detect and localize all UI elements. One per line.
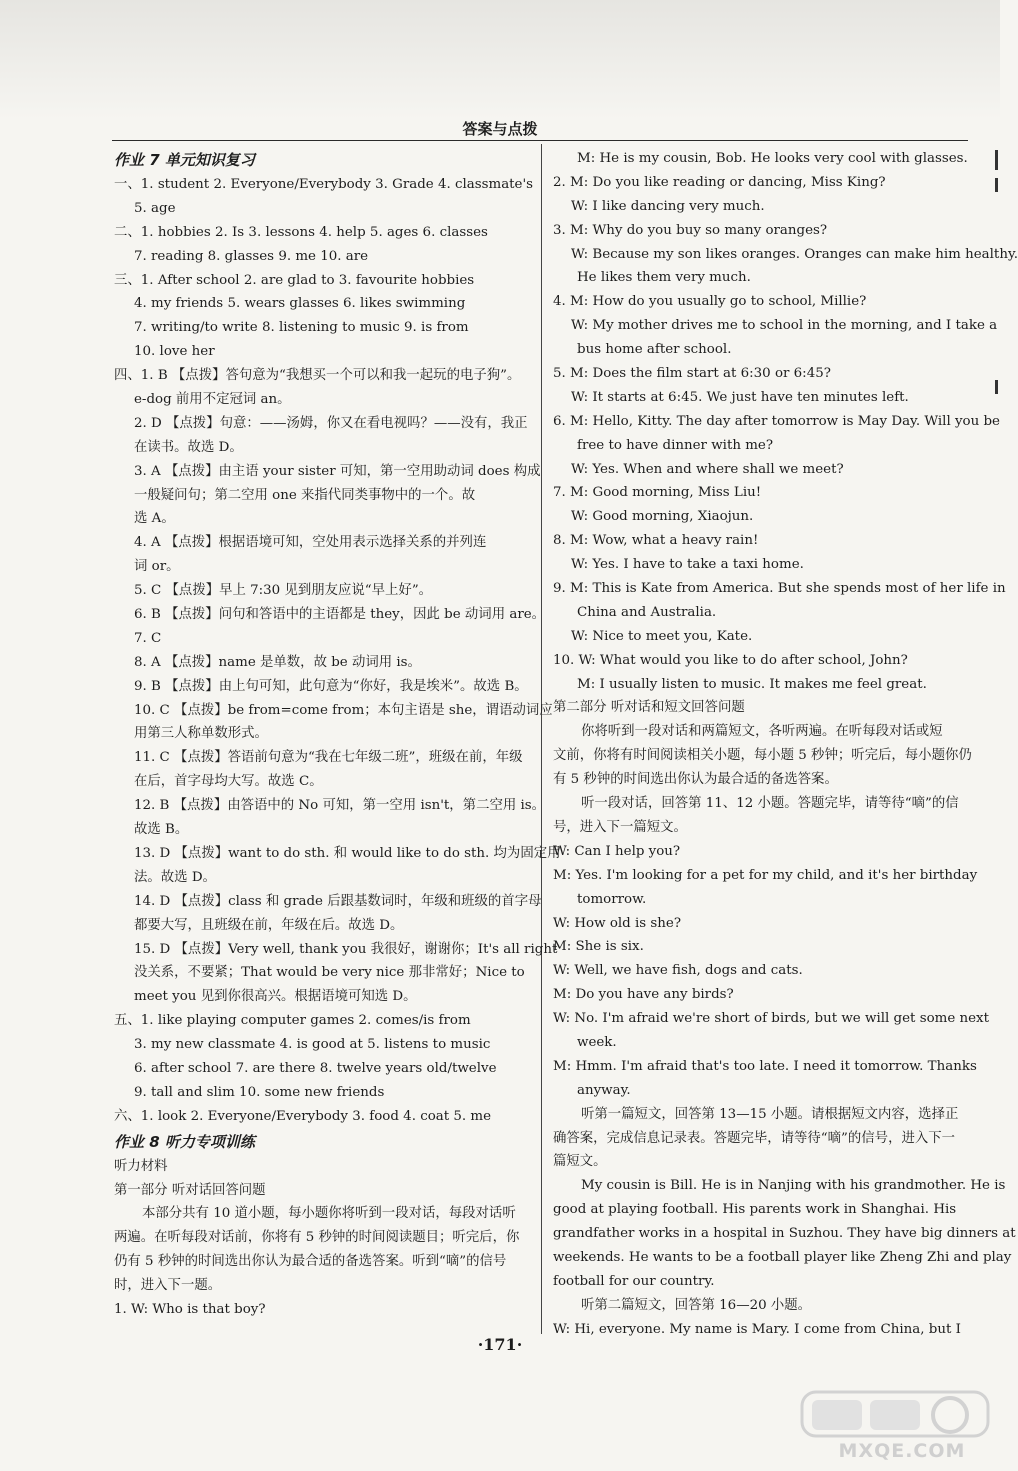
- text-line: 词 or。: [134, 559, 180, 575]
- text-line: 6. B 【点拨】问句和答语中的主语都是 they，因此 be 动词用 are。: [134, 607, 546, 623]
- text-line: China and Australia.: [577, 604, 717, 620]
- text-line: 时，进入下一题。: [114, 1278, 222, 1294]
- text-line: 仍有 5 秒钟的时间选出你认为最合适的备选答案。听到“嘀”的信号: [114, 1254, 507, 1270]
- text-line: 10. C 【点拨】be from=come from；本句主语是 she，谓语动词应: [134, 702, 553, 718]
- text-line: 10. love her: [134, 344, 215, 360]
- text-line: 听力材料: [114, 1158, 168, 1174]
- text-line: 一般疑问句；第二空用 one 来指代同类事物中的一个。故: [134, 487, 476, 503]
- column-divider: [541, 144, 542, 1334]
- text-line: W: Good morning, Xiaojun.: [571, 509, 754, 525]
- text-line: 2. M: Do you like reading or dancing, Miss King?: [553, 174, 886, 190]
- text-line: W: Because my son likes oranges. Oranges can make him healthy.: [571, 246, 1018, 262]
- text-line: My cousin is Bill. He is in Nanjing with his grandmother. He is: [581, 1178, 1006, 1194]
- text-line: 11. C 【点拨】答语前句意为“我在七年级二班”，班级在前，年级: [134, 750, 523, 766]
- text-line: 选 A。: [134, 511, 175, 527]
- text-line: 9. B 【点拨】由上句可知，此句意为“你好，我是埃米”。故选 B。: [134, 678, 528, 694]
- text-line: grandfather works in a hospital in Suzhou. They have big dinners at: [553, 1226, 1016, 1242]
- text-line: W: No. I'm afraid we're short of birds, but we will get some next: [553, 1011, 989, 1027]
- section-heading: 作业 7 单元知识复习: [114, 151, 255, 169]
- text-line: 有 5 秒钟的时间选出你认为最合适的备选答案。: [553, 772, 838, 788]
- text-line: M: Yes. I'm looking for a pet for my child, and it's her birthday: [553, 867, 978, 883]
- text-line: 本部分共有 10 道小题，每小题你将听到一段对话，每段对话听: [142, 1206, 516, 1222]
- text-line: M: She is six.: [553, 939, 644, 955]
- text-line: W: Nice to meet you, Kate.: [571, 628, 753, 644]
- text-line: 5. C 【点拨】早上 7:30 见到朋友应说“早上好”。: [134, 583, 433, 599]
- text-line: 五、1. like playing computer games 2. comes/is from: [114, 1013, 471, 1029]
- text-line: 4. A 【点拨】根据语境可知，空处用表示选择关系的并列连: [134, 535, 487, 551]
- text-line: 7. C: [134, 630, 162, 646]
- text-line: 3. A 【点拨】由主语 your sister 可知，第一空用助动词 does 构成: [134, 463, 541, 479]
- text-line: 第一部分 听对话回答问题: [114, 1182, 266, 1198]
- text-line: 3. M: Why do you buy so many oranges?: [553, 222, 828, 238]
- text-line: W: Yes. I have to take a taxi home.: [571, 557, 804, 573]
- edge-mark: [995, 178, 998, 192]
- text-line: 听第二篇短文，回答第 16—20 小题。: [581, 1297, 812, 1313]
- text-line: 6. M: Hello, Kitty. The day after tomorrow is May Day. Will you be: [553, 413, 1000, 429]
- text-line: W: Can I help you?: [553, 843, 681, 859]
- text-line: free to have dinner with me?: [577, 437, 774, 453]
- text-line: W: Yes. When and where shall we meet?: [571, 461, 844, 477]
- scan-shade: [0, 0, 1000, 120]
- text-line: 文前，你将有时间阅读相关小题，每小题 5 秒钟；听完后，每小题你仍: [553, 748, 972, 764]
- text-line: 第二部分 听对话和短文回答问题: [553, 700, 745, 716]
- text-line: meet you 见到你很高兴。根据语境可知选 D。: [134, 989, 417, 1005]
- text-line: 7. writing/to write 8. listening to music 9. is from: [134, 320, 469, 336]
- text-line: good at playing football. His parents work in Shanghai. His: [553, 1202, 957, 1218]
- watermark-logo: [800, 1388, 990, 1440]
- text-line: 3. my new classmate 4. is good at 5. listens to music: [134, 1037, 491, 1053]
- text-line: bus home after school.: [577, 342, 732, 358]
- text-line: 4. my friends 5. wears glasses 6. likes swimming: [134, 296, 466, 312]
- text-line: football for our country.: [553, 1273, 715, 1289]
- text-line: 9. tall and slim 10. some new friends: [134, 1084, 385, 1100]
- text-line: 5. M: Does the film start at 6:30 or 6:45?: [553, 366, 831, 382]
- right-column: [553, 147, 1018, 1342]
- header-rule: [112, 140, 968, 141]
- watermark-url: MXQE.COM: [838, 1440, 966, 1462]
- page-number: ·171·: [477, 1335, 523, 1354]
- text-line: 听一段对话，回答第 11、12 小题。答题完毕，请等待“嘀”的信: [581, 796, 959, 812]
- text-line: 在读书。故选 D。: [134, 439, 243, 455]
- text-line: 13. D 【点拨】want to do sth. 和 would like to do sth. 均为固定用: [134, 845, 561, 861]
- text-line: 14. D 【点拨】class 和 grade 后跟基数词时，年级和班级的首字母: [134, 893, 542, 909]
- text-line: 9. M: This is Kate from America. But she spends most of her life in: [553, 581, 1006, 597]
- text-line: 都要大写，且班级在前，年级在后。故选 D。: [134, 917, 404, 933]
- text-line: W: My mother drives me to school in the morning, and I take a: [571, 318, 998, 334]
- text-line: M: He is my cousin, Bob. He looks very cool with glasses.: [577, 151, 968, 166]
- text-line: 六、1. look 2. Everyone/Everybody 3. food 4. coat 5. me: [114, 1108, 492, 1124]
- text-line: 10. W: What would you like to do after school, John?: [553, 652, 908, 668]
- section-heading: 作业 8 听力专项训练: [114, 1132, 255, 1151]
- text-line: He likes them very much.: [577, 270, 751, 286]
- text-line: 8. M: Wow, what a heavy rain!: [553, 533, 759, 549]
- text-line: W: Well, we have fish, dogs and cats.: [553, 963, 803, 979]
- text-line: W: How old is she?: [553, 915, 682, 931]
- text-line: 法。故选 D。: [134, 869, 216, 885]
- text-line: 7. reading 8. glasses 9. me 10. are: [134, 248, 369, 264]
- text-line: e-dog 前用不定冠词 an。: [134, 392, 291, 408]
- text-line: 12. B 【点拨】由答语中的 No 可知，第一空用 isn't，第二空用 is。: [134, 798, 546, 814]
- text-line: W: It starts at 6:45. We just have ten minutes left.: [571, 389, 909, 405]
- text-line: week.: [577, 1034, 617, 1050]
- text-line: 故选 B。: [134, 822, 189, 838]
- text-line: 2. D 【点拨】句意：——汤姆，你又在看电视吗？——没有，我正: [134, 415, 528, 431]
- text-line: W: I like dancing very much.: [571, 198, 765, 214]
- text-line: 4. M: How do you usually go to school, Millie?: [553, 294, 867, 310]
- text-line: 三、1. After school 2. are glad to 3. favourite hobbies: [114, 272, 475, 288]
- text-line: weekends. He wants to be a football player like Zheng Zhi and play: [553, 1249, 1012, 1265]
- text-line: 二、1. hobbies 2. Is 3. lessons 4. help 5. ages 6. classes: [114, 224, 488, 240]
- text-line: 15. D 【点拨】Very well, thank you 我很好，谢谢你；It's all right: [134, 941, 558, 957]
- text-line: 1. W: Who is that boy?: [114, 1301, 266, 1317]
- text-line: 你将听到一段对话和两篇短文，各听两遍。在听每段对话或短: [581, 724, 943, 740]
- text-line: 6. after school 7. are there 8. twelve years old/twelve: [134, 1060, 497, 1076]
- text-line: 听第一篇短文，回答第 13—15 小题。请根据短文内容，选择正: [581, 1106, 959, 1122]
- text-line: 8. A 【点拨】name 是单数，故 be 动词用 is。: [134, 654, 421, 670]
- text-line: 在后，首字母均大写。故选 C。: [134, 774, 323, 790]
- edge-mark: [995, 380, 998, 394]
- text-line: W: Hi, everyone. My name is Mary. I come from China, but I: [553, 1321, 961, 1337]
- page-header-title: 答案与点拨: [462, 120, 538, 138]
- text-line: 一、1. student 2. Everyone/Everybody 3. Grade 4. classmate's: [114, 177, 534, 192]
- text-line: 确答案，完成信息记录表。答题完毕，请等待“嘀”的信号，进入下一: [553, 1130, 956, 1146]
- left-column: [114, 147, 561, 1322]
- text-line: 用第三人称单数形式。: [134, 726, 268, 742]
- text-line: 四、1. B 【点拨】答句意为“我想买一个可以和我一起玩的电子狗”。: [114, 368, 521, 384]
- text-line: 号，进入下一篇短文。: [553, 819, 687, 835]
- text-line: M: Hmm. I'm afraid that's too late. I need it tomorrow. Thanks: [553, 1058, 977, 1074]
- text-line: tomorrow.: [577, 891, 647, 907]
- text-line: 5. age: [134, 200, 176, 216]
- text-line: 没关系，不要紧；That would be very nice 那非常好；Nice to: [134, 965, 525, 981]
- text-line: anyway.: [577, 1082, 631, 1098]
- edge-mark: [995, 150, 998, 170]
- text-line: M: Do you have any birds?: [553, 987, 734, 1003]
- text-line: 篇短文。: [553, 1154, 607, 1170]
- text-line: 7. M: Good morning, Miss Liu!: [553, 485, 762, 501]
- text-line: 两遍。在听每段对话前，你将有 5 秒钟的时间阅读题目；听完后，你: [114, 1230, 520, 1246]
- text-line: M: I usually listen to music. It makes me feel great.: [577, 676, 927, 692]
